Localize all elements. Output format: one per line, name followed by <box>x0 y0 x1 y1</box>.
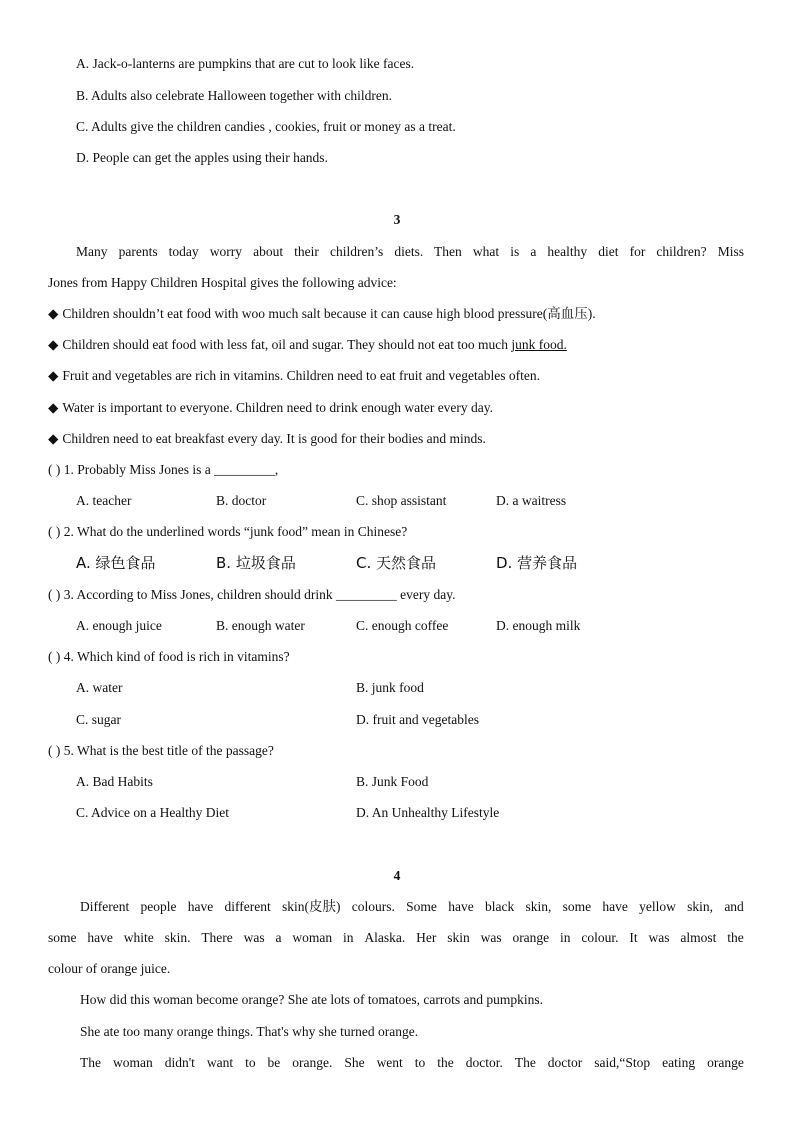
q3-option-b: B. enough water <box>216 618 305 633</box>
word: was <box>648 930 670 945</box>
bullet-4 <box>48 399 493 417</box>
q5-option-c: C. Advice on a Healthy Diet <box>76 805 229 820</box>
question-4-stem: ( ) 4. Which kind of food is rich in vitamins? <box>48 649 290 664</box>
word: a <box>275 930 282 945</box>
word: have <box>87 930 113 945</box>
q1-option-a: A. teacher <box>76 493 132 508</box>
word: There <box>201 930 233 945</box>
underlined-junk-food: junk food. <box>511 337 567 352</box>
word: black <box>484 899 515 914</box>
word: want <box>206 1055 234 1070</box>
bullet-2 <box>48 336 567 354</box>
word: skin <box>447 930 470 945</box>
diamond-bullet-icon: ◆ <box>48 306 59 321</box>
q2-option-b: B. 垃圾食品 <box>216 554 296 572</box>
diamond-bullet-icon: ◆ <box>48 431 59 446</box>
bullet-1 <box>48 305 596 323</box>
word: in <box>560 930 571 945</box>
word: skin(皮肤) <box>282 899 341 914</box>
q2-option-d: D. 营养食品 <box>496 554 578 572</box>
word: was <box>480 930 502 945</box>
bullet-text: Fruit and vegetables are rich in vitamins. Children need to eat fruit and vegetables often. <box>62 368 540 383</box>
word: skin. <box>164 930 191 945</box>
diamond-bullet-icon: ◆ <box>48 368 59 383</box>
q3-option-c: C. enough coffee <box>356 618 449 633</box>
passage-3-intro-line2: Jones from Happy Children Hospital gives the following advice: <box>48 275 397 290</box>
q5-option-a: A. Bad Habits <box>76 774 153 789</box>
passage-4-para1-line2 <box>48 929 744 947</box>
word: woman <box>112 1055 153 1070</box>
diamond-bullet-icon: ◆ <box>48 337 59 352</box>
q1-option-c: C. shop assistant <box>356 493 447 508</box>
word: Different <box>80 899 130 914</box>
passage-4-para1-line3: colour of orange juice. <box>48 961 171 976</box>
word: some <box>562 899 592 914</box>
question-2-stem: ( ) 2. What do the underlined words “junk food” mean in Chinese? <box>48 524 408 539</box>
word: skin, <box>687 899 714 914</box>
question-5-stem: ( ) 5. What is the best title of the passage? <box>48 743 274 758</box>
prev-option-b: B. Adults also celebrate Halloween together with children. <box>76 88 393 103</box>
word: It <box>629 930 638 945</box>
bullet-3 <box>48 367 540 385</box>
question-3-stem: ( ) 3. According to Miss Jones, children should drink _________ every day. <box>48 587 456 602</box>
q4-option-d: D. fruit and vegetables <box>356 712 479 727</box>
word: eating <box>662 1055 696 1070</box>
word: doctor. <box>465 1055 503 1070</box>
word: people <box>140 899 177 914</box>
word: and <box>724 899 744 914</box>
word: She <box>344 1055 365 1070</box>
word: Some <box>406 899 437 914</box>
word: different <box>224 899 271 914</box>
q4-option-a: A. water <box>76 680 123 695</box>
passage-3-number: 3 <box>393 212 401 227</box>
passage-4-para1-line1 <box>80 898 744 916</box>
bullet-text: Water is important to everyone. Children need to drink enough water every day. <box>62 400 494 415</box>
word: to <box>414 1055 426 1070</box>
word: the <box>727 930 744 945</box>
word: yellow <box>639 899 676 914</box>
q2-option-a: A. 绿色食品 <box>76 554 156 572</box>
q2-option-c: C. 天然食品 <box>356 554 437 572</box>
word: skin, <box>525 899 552 914</box>
q3-option-d: D. enough milk <box>496 618 581 633</box>
bullet-text: Children should eat food with less fat, oil and sugar. They should not eat too much <box>62 337 512 352</box>
word: The <box>80 1055 101 1070</box>
word: orange <box>512 930 550 945</box>
word: went <box>376 1055 403 1070</box>
word: doctor <box>547 1055 583 1070</box>
passage-4-number: 4 <box>393 868 401 883</box>
word: The <box>514 1055 536 1070</box>
prev-option-c: C. Adults give the children candies , cookies, fruit or money as a treat. <box>76 119 456 134</box>
word: have <box>187 899 214 914</box>
word: said,“Stop <box>594 1055 651 1070</box>
diamond-bullet-icon: ◆ <box>48 400 59 415</box>
word: colour. <box>581 930 619 945</box>
word: orange. <box>292 1055 333 1070</box>
q1-option-b: B. doctor <box>216 493 267 508</box>
q4-option-c: C. sugar <box>76 712 121 727</box>
word: Alaska. <box>364 930 406 945</box>
word: woman <box>292 930 333 945</box>
word: orange <box>707 1055 744 1070</box>
passage-3-intro-line1: Many parents today worry about their children’s diets. Then what is a healthy diet for children? Miss <box>76 244 744 259</box>
word: white <box>123 930 154 945</box>
prev-option-a: A. Jack-o-lanterns are pumpkins that are cut to look like faces. <box>76 56 415 71</box>
bullet-text: Children shouldn’t eat food with woo much salt because it can cause high blood pressure(高血压). <box>62 306 596 321</box>
passage-4-para4 <box>80 1054 744 1072</box>
word: the <box>437 1055 454 1070</box>
q5-option-d: D. An Unhealthy Lifestyle <box>356 805 500 820</box>
q5-option-b: B. Junk Food <box>356 774 429 789</box>
word: some <box>48 930 77 945</box>
q4-option-b: B. junk food <box>356 680 424 695</box>
word: have <box>602 899 628 914</box>
word: colours. <box>351 899 395 914</box>
word: in <box>342 930 354 945</box>
word: didn't <box>164 1055 195 1070</box>
word: be <box>267 1055 281 1070</box>
question-1-stem: ( ) 1. Probably Miss Jones is a _________, <box>48 462 279 477</box>
word: have <box>448 899 474 914</box>
passage-4-para3: She ate too many orange things. That's why she turned orange. <box>80 1024 419 1039</box>
q3-option-a: A. enough juice <box>76 618 162 633</box>
prev-option-d: D. People can get the apples using their hands. <box>76 150 328 165</box>
passage-4-para2: How did this woman become orange? She ate lots of tomatoes, carrots and pumpkins. <box>80 992 544 1007</box>
word: was <box>243 930 265 945</box>
q1-option-d: D. a waitress <box>496 493 567 508</box>
bullet-text: Children need to eat breakfast every day. It is good for their bodies and minds. <box>62 431 486 446</box>
word: Her <box>416 930 437 945</box>
word: almost <box>680 930 717 945</box>
word: to <box>245 1055 256 1070</box>
bullet-5 <box>48 430 486 448</box>
